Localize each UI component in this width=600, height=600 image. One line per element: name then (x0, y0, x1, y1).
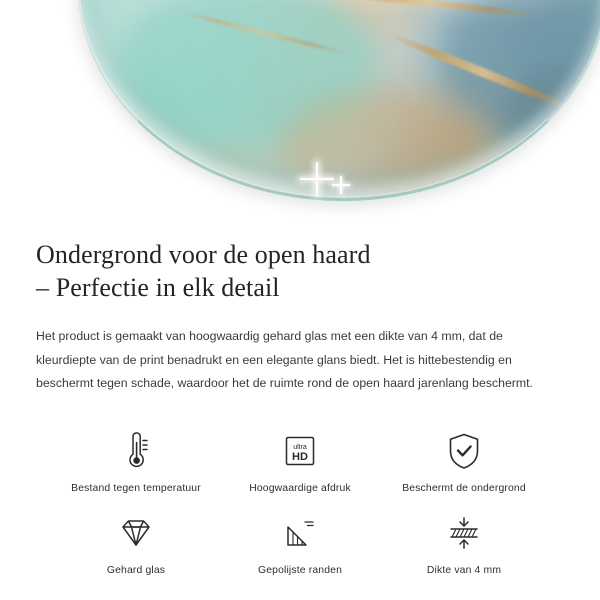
shield-check-icon (443, 428, 485, 474)
svg-text:ultra: ultra (293, 444, 307, 452)
headline-line-1: Ondergrond voor de open haard (36, 240, 371, 269)
feature-grid (36, 422, 564, 580)
feature-item-temperature (54, 422, 218, 498)
feature-item-tempered-glass (54, 504, 218, 580)
feature-label: Beschermt de ondergrond (402, 483, 526, 495)
diamond-icon (114, 510, 158, 556)
thermometer-icon (116, 428, 156, 474)
feature-label: Bestand tegen temperatuur (71, 483, 201, 495)
product-description: Het product is gemaakt van hoogwaardig gehard glas met een dikte van 4 mm, dat de kleurdiepte van de print benadrukt en een elegante glans biedt. Het is hittebestendig en beschermt tegen schade, waardoor het de ruimte rond de open haard jarenlang beschermt. (36, 328, 533, 391)
polished-edge-icon (279, 510, 321, 556)
glass-panel-product-image (78, 0, 600, 198)
feature-label: Dikte van 4 mm (426, 565, 502, 577)
feature-label: Gehard glas (106, 565, 166, 577)
svg-text:HD: HD (292, 451, 308, 464)
feature-item-thickness (382, 504, 546, 580)
hero-image (0, 0, 600, 222)
feature-label: Gepolijste randen (258, 565, 342, 577)
hero-image-frame (0, 0, 600, 222)
ultra-hd-icon (278, 428, 322, 474)
feature-label: Hoogwaardige afdruk (249, 483, 351, 495)
content-section (0, 238, 600, 580)
feature-item-surface-protection (382, 422, 546, 498)
page-title (36, 238, 564, 305)
marble-wash (278, 88, 498, 198)
headline-line-2: – Perfectie in elk detail (36, 273, 280, 303)
feature-item-print-quality (218, 422, 382, 498)
feature-item-polished-edges (218, 504, 382, 580)
thickness-icon (441, 510, 487, 556)
